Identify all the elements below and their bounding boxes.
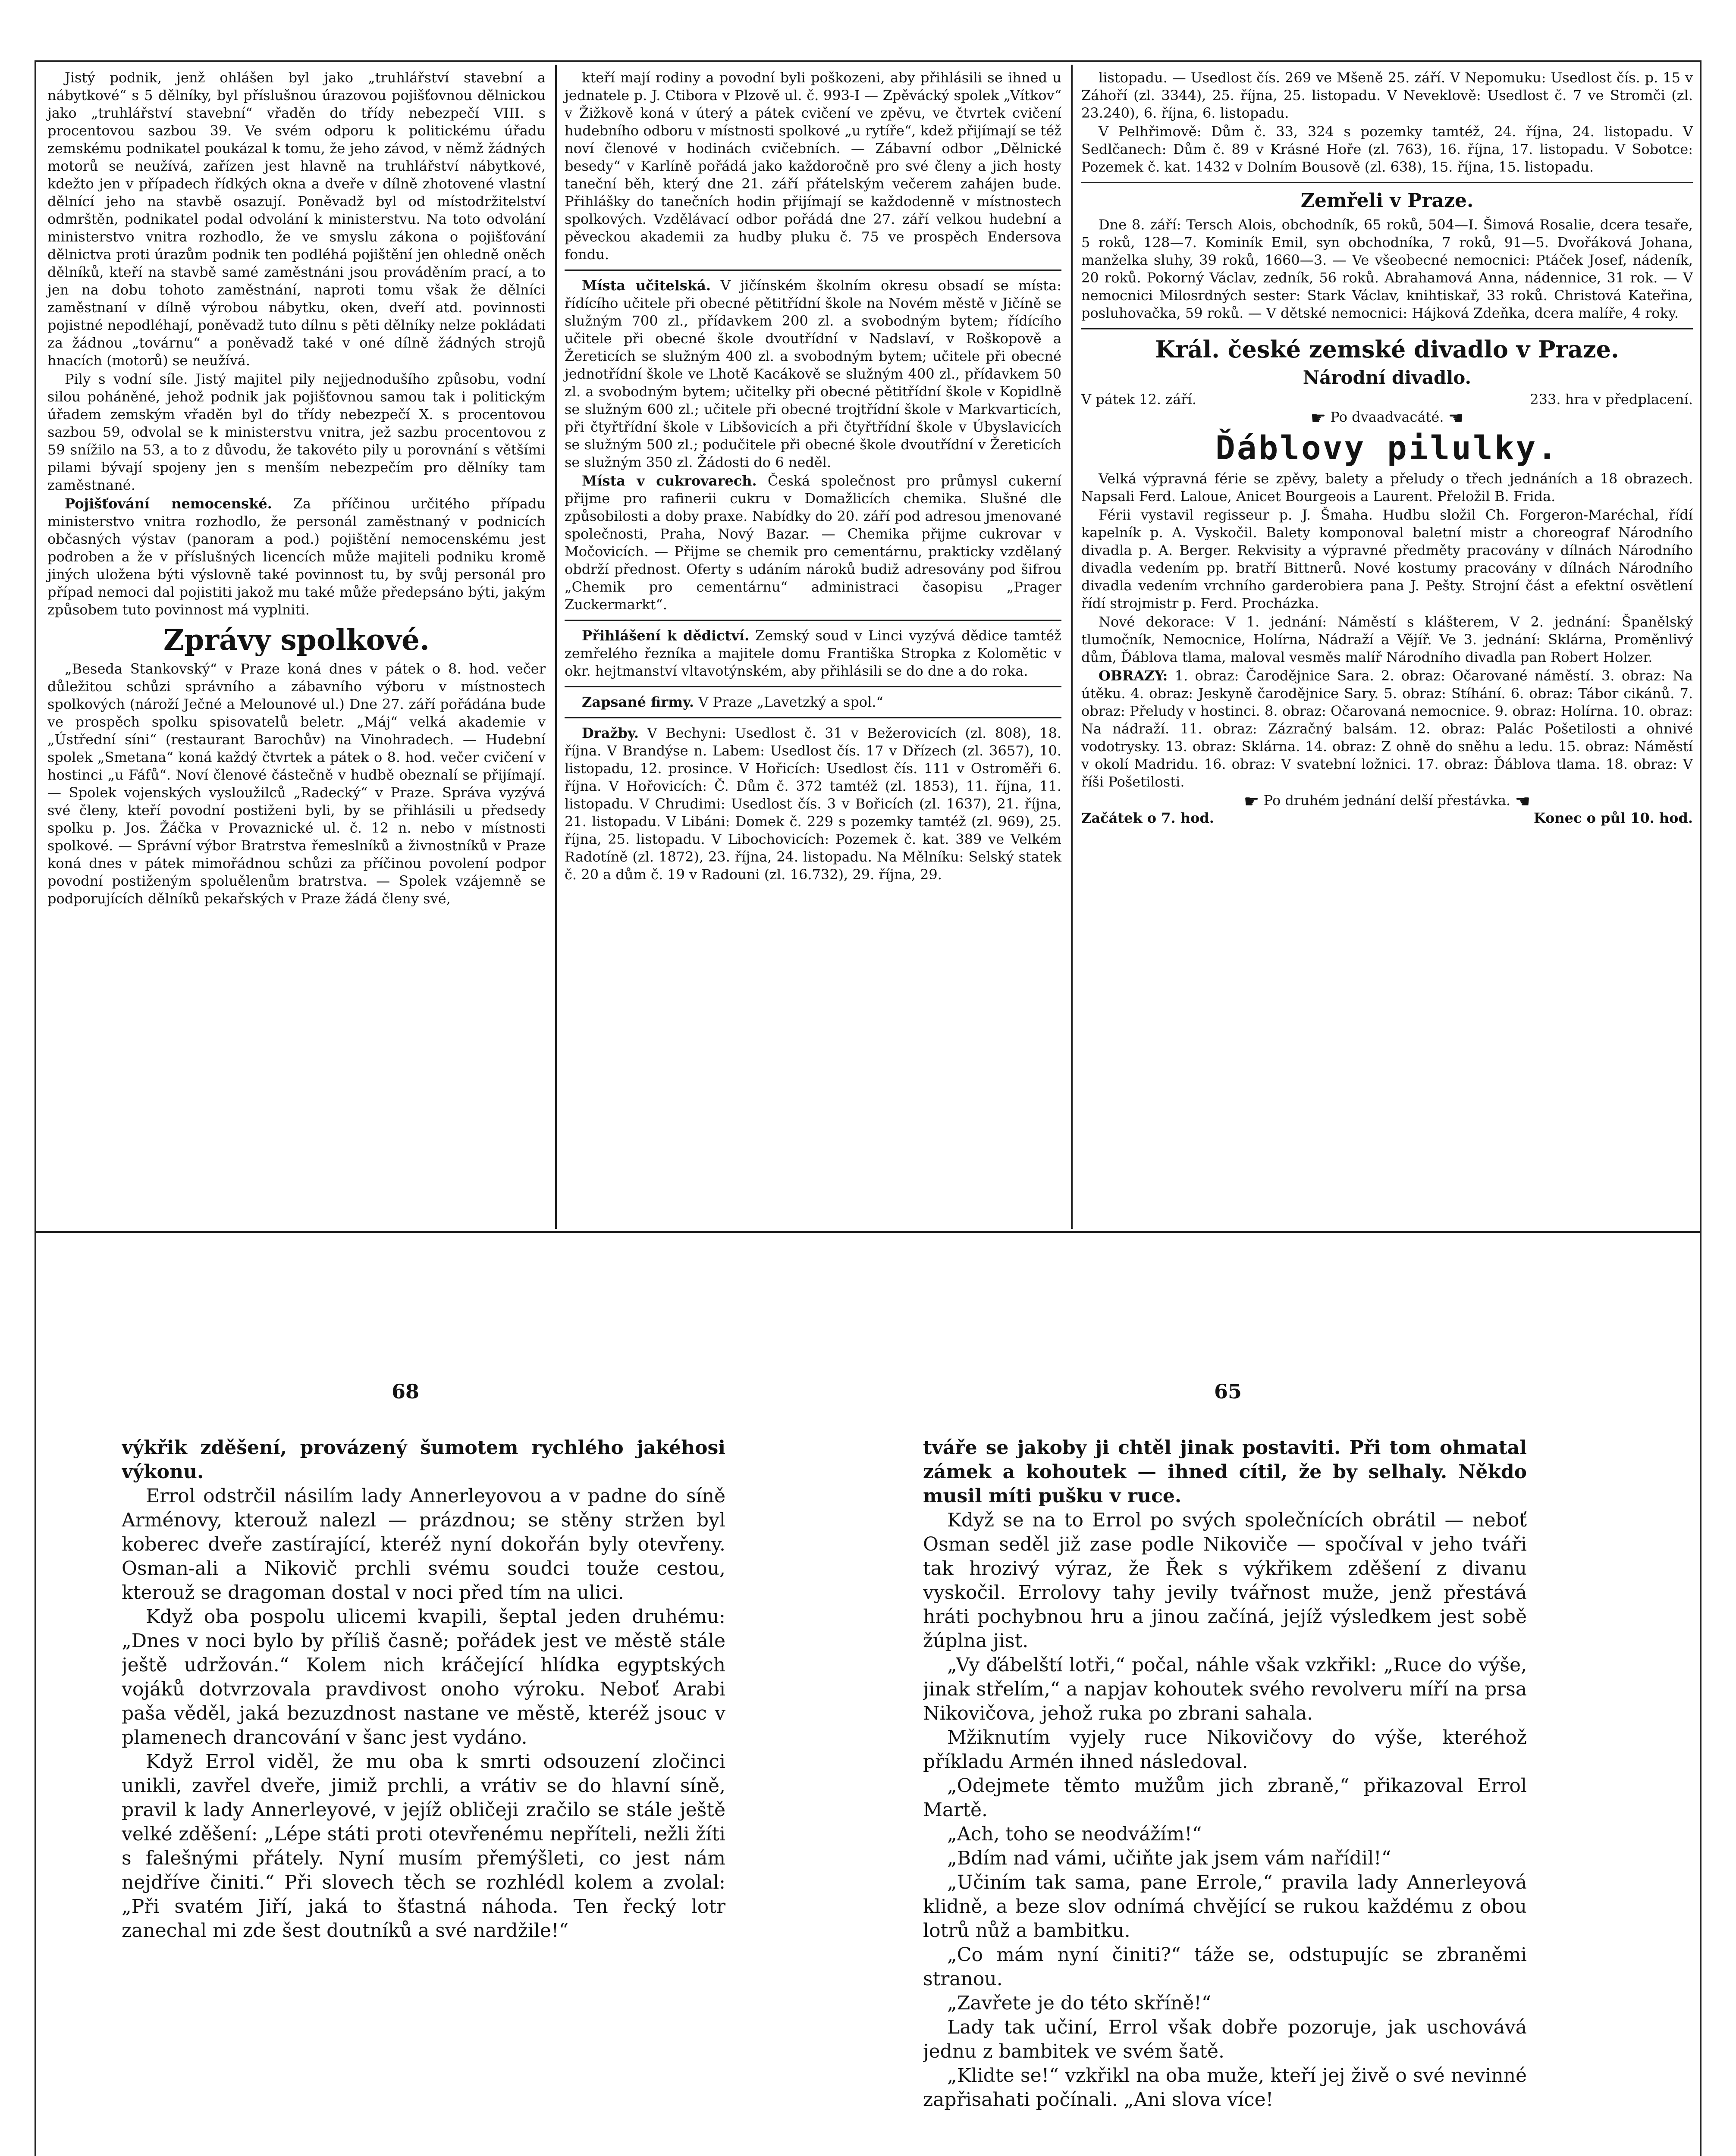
pointing-hand-icon: ☛ bbox=[1310, 408, 1326, 428]
play-title: Ďáblovy pilulky. bbox=[1215, 429, 1559, 467]
article-paragraph bbox=[565, 724, 1061, 884]
book-paragraph: „Klidte se!“ vzkřikl na oba muže, kteří jej živě o své nevinné zapřisahati počínali. „Ani slova více! bbox=[923, 2065, 1527, 2111]
deaths-title: Zemřeli v Praze. bbox=[1300, 190, 1474, 212]
performance-count-text: Po dvaadvacáté. bbox=[1330, 409, 1444, 425]
page-number-right: 65 bbox=[1214, 1380, 1242, 1403]
book-paragraph: Lady tak učiní, Errol však dobře pozoruje, jak uschovává jednu z bambitek ve svém šatě. bbox=[923, 2016, 1527, 2062]
article-paragraph bbox=[565, 693, 1061, 711]
article-paragraph: Férii vystavil regisseur p. J. Šmaha. Hudbu složil Ch. Forgeron-Maréchal, řídí kapelník p. A. Vyskočil. Balety komponoval baletní mistr a choreograf Národního divadla p. A. Berger. Rekvisity a výpravné předměty pracovány v dílnách Národního divadla vedením pp. bratří Bittnerů. Nové kostumy pracovány v dílnách Národního divadla vedením vrchního garderobiera pana J. Pešty. Strojní část a efektní osvětlení řídí strojmistr p. Ferd. Procházka. bbox=[1081, 507, 1693, 611]
intermission-note bbox=[1081, 791, 1693, 812]
article-text: V Bechyni: Usedlost č. 31 v Bežerovicích (zl. 808), 18. října. V Brandýse n. Labem: Usedlost čís. 17 v Dřízech (zl. 3657), 10. listopadu, 12. prosince. V Hořicích: Usedlost čís. 111 v Ostroměři 6. října. V Hořovicích: Č. Dům č. 372 tamtéž (zl. 1853), 11. října, 11. listopadu. V Chrudimi: Usedlost čís. 3 v Bořicích (zl. 1637), 21. října, 21. listopadu. V Libáni: Domek č. 229 s pozemky tamtéž (zl. 969), 25. října, 25. listopadu. V Libochovicích: Pozemek č. kat. 389 ve Velkém Radotíně (zl. 1872), 23. října, 24. listopadu. Na Mělníku: Selský statek č. 20 a dům č. 19 v Radouni (zl. 16.732), 29. října, 29. bbox=[565, 725, 1062, 883]
newspaper-column-1 bbox=[41, 69, 552, 1229]
page-number-left: 68 bbox=[392, 1380, 420, 1403]
article-text: Za příčinou určitého případu ministerstvo vnitra rozhodlo, že personál zaměstnaný v podnicích občasných výstav (panoram a pod.) pojištění nemocenskému jest podroben a že v příslušných licencích může majiteli podniku kromě jiných uložena býti výslovně také povinnost tu, by svůj personál pro případ nemoci dal pojistiti jakož mu také může předepsáno býti, jakým způsobem tuto povinnost má vyplniti. bbox=[47, 495, 546, 618]
newspaper-column-3 bbox=[1074, 69, 1700, 1229]
divider bbox=[1081, 328, 1693, 329]
article-paragraph: kteří mají rodiny a povodní byli poškozeni, aby přihlásili se ihned u jednatele p. J. Ctibora v Plzově ul. č. 993-I — Zpěvácký spolek „Vítkov“ v Žižkově koná v úterý a pátek cvičení ve zpěvu, ve čtvrtek cvičení hudebního odboru v místnosti spolkové „u rytíře“, kdež přijímají se též noví členové v hodinách cvičebních. — Zábavní odbor „Dělnické besedy“ v Karlíně pořádá jako každoročně pro své členy a jich hosty taneční běh, který dne 21. září přátelským večerem zahájen bude. Přihlášky do tanečních hodin přijímají se každodenně v místnostech spolkových. Vzdělávací odbor pořádá dne 27. září velkou hudební a pěveckou akademii za hudby pluku č. 75 ve prospěch Endersova fondu. bbox=[565, 69, 1061, 263]
article-text: V Praze „Lavetzký a spol.“ bbox=[698, 694, 883, 710]
article-paragraph: Velká výpravná férie se zpěvy, balety a přeludy o třech jednáních a 18 obrazech. Napsali Ferd. Laloue, Anicet Bourgeois a Laurent. Přeložil B. Frida. bbox=[1081, 470, 1693, 505]
article-lead: Místa učitelská. bbox=[582, 277, 711, 294]
book-paragraph: Mžiknutím vyjely ruce Nikovičovy do výše, kteréhož příkladu Armén ihned následoval. bbox=[923, 1727, 1527, 1773]
book-paragraph: Errol odstrčil násilím lady Annerleyovou a v padne do síně Arménovy, kterouž nalezl — prázdnou; se stěny stržen byl koberec dveře zastírající, kteréž nyní dokořán byly otevřeny. Osman-ali a Nikovič prchli svému soudci touže cestou, kterouž se dragoman dostal v noci před tím na ulici. bbox=[122, 1485, 725, 1604]
article-paragraph: listopadu. — Usedlost čís. 269 ve Mšeně 25. září. V Nepomuku: Usedlost čís. p. 15 v Záhoří (zl. 3344), 25. října, 25. listopadu. V Neveklově: Usedlost č. 7 ve Stromči (zl. 23.240), 6. října, 6. listopadu. bbox=[1081, 69, 1693, 121]
article-lead: OBRAZY: bbox=[1099, 667, 1168, 684]
performance-date: V pátek 12. září. bbox=[1081, 391, 1196, 407]
section-title: Zprávy spolkové. bbox=[163, 623, 430, 657]
pointing-hand-icon: ☚ bbox=[1515, 791, 1531, 812]
article-paragraph bbox=[565, 472, 1061, 614]
article-text: 1. obraz: Čarodějnice Sara. 2. obraz: Očarované náměstí. 3. obraz: Na útěku. 4. obraz: Jeskyně čarodějnice Sary. 5. obraz: Stíhání. 6. obraz: Tábor cikánů. 7. obraz: Přeludy v hostinci. 8. obraz: Očarovaná nemocnice. 9. obraz: Holírna. 10. obraz: Na nádraží. 11. obraz: Zázračný balsám. 12. obraz: Palác Pošetilosti a ohnivé vodotrysky. 13. obraz: Sklárna. 14. obraz: Z ohně do sněhu a ledu. 15. obraz: Náměstí v okolí Madridu. 16. obraz: V svatební ložnici. 17. obraz: Ďáblova tlama. 18. obraz: V říši Pošetilosti. bbox=[1081, 667, 1693, 790]
book-page-right bbox=[923, 1436, 1527, 2156]
book-paragraph: „Bdím nad vámi, učiňte jak jsem vám nařídil!“ bbox=[947, 1847, 1391, 1869]
pointing-hand-icon: ☛ bbox=[1243, 791, 1259, 812]
divider bbox=[565, 270, 1061, 271]
book-paragraph: Když se na to Errol po svých společnících obrátil — neboť Osman seděl již zase podle Nikoviče — spočíval v jeho tváři tak hrozivý výraz, že Řek s výkřikem zděšení z divanu vyskočil. Errolovy tahy jevily tvářnost muže, jenž přestává hráti pochybnou hru a jinou začíná, jejíž výsledkem jest sobě žúplna jist. bbox=[923, 1509, 1527, 1652]
book-paragraph: Když Errol viděl, že mu oba k smrti odsouzení zločinci unikli, zavřel dveře, jimiž prchli, a vrátiv se do hlavní síně, pravil k lady Annerleyové, v jejíž obličeji zračilo se stále ještě velké zděšení: „Lépe státi proti otevřenému nepříteli, nežli žíti s falešnými přátely. Nyní musím přemýšleti, co jest nám nejdříve činiti.“ Při slovech těch se rozhlédl kolem a zvolal: „Při svatém Jiří, jaká to šťastná náhoda. Ten řecký lotr zanechal mi zde šest doutníků a své nardžile!“ bbox=[122, 1751, 725, 1942]
divider bbox=[565, 686, 1061, 687]
article-paragraph: Dne 8. září: Tersch Alois, obchodník, 65 roků, 504—I. Šimová Rosalie, dcera tesaře, 5 roků, 128—7. Kominík Emil, syn obchodníka, 7 roků, 91—5. Dvořáková Johana, manželka sluhy, 39 roků, 1660—3. — Ve všeobecné nemocnici: Ptáček Josef, nádeník, 20 roků. Pokorný Václav, zedník, 56 roků. Abrahamová Anna, nádennice, 31 rok. — V nemocnici Milosrdných sester: Stark Václav, knihtiskař, 33 roků. Christová Kateřina, posluhovačka, 59 roků. — V dětské nemocnici: Hájková Zdeňka, dcera malíře, 4 roky. bbox=[1081, 216, 1693, 321]
divider bbox=[565, 620, 1061, 621]
book-paragraph: „Učiním tak sama, pane Errole,“ pravila lady Annerleyová klidně, a beze slov odnímá chvějící se rukou každému z obou lotrů nůž a bambitku. bbox=[923, 1871, 1527, 1942]
book-page-left bbox=[122, 1436, 725, 2156]
page-divider bbox=[35, 1231, 1701, 1233]
theatre-subtitle: Národní divadlo. bbox=[1303, 367, 1472, 388]
divider bbox=[1081, 182, 1693, 183]
column-divider bbox=[555, 65, 557, 1229]
newspaper-column-2 bbox=[559, 69, 1067, 1229]
article-lead: Dražby. bbox=[582, 725, 639, 741]
end-time: Konec o půl 10. hod. bbox=[1533, 810, 1693, 826]
article-paragraph: „Beseda Stankovský“ v Praze koná dnes v pátek o 8. hod. večer důležitou schůzi správního a zábavního výboru v místnostech spolkových (nároží Ječné a Melounové ul.) Dne 27. září pořádána bude ve prospěch spolku spisovatelů beletr. „Máj“ velká akademie v „Ústřední síni“ (restaurant Barochův) na Vinohradech. — Hudební spolek „Smetana“ koná každý čtvrtek a pátek o 8. hod. večer cvičení v hostinci „u Fáfů“. Noví členové částečně v hudbě obeznalí se přijímají. — Spolek vojenských vysloužilců „Radecký“ v Praze. Správa vyzývá své členy, kteří povodní postiženi byli, by se přihlásili u předsedy spolku p. Jos. Žáčka v Provaznické ul. č. 12 n. nebo v místnosti spolkové. — Správní výbor Bratrstva řemeslníků a živnostníků v Praze koná dnes v pátek mimořádnou schůzi za příčinou povolení podpor povodní postiženým spoluělenům bratrstva. — Spolek vzájemně se podporujících dělníků pekařských v Praze žádá členy své, bbox=[47, 661, 546, 907]
article-paragraph: Jistý podnik, jenž ohlášen byl jako „truhlářství stavební a nábytkové“ s 5 dělníky, byl příslušnou úrazovou pojišťovnou dělnickou jako „truhlářství stavební“ vřaděn do třídy nebezpečí VIII. s procentovou sazbou 39. Ve svém odporu k politickému úřadu zemskému podnikatel poukázal k tomu, že jeho závod, v němž žádných motorů se neužívá, zařízen jest hlavně na truhlářství nábytkové, kdežto jen v případech řídkých okna a dveře v dílně zhotovené vlastní dělnící jeho na stavbě osazují. Poněvadž byl od místodržitelství odmrštěn, podnikatel podal odvolání k ministerstvu. Na toto odvolání ministerstvo vnitra rozhodlo, že ve smyslu zákona o pojišťování dělnictva proti úrazům podnik ten podléhá pojištění jen ohledně oněch dělníků, kteří na stavbě samé zaměstnáni jsou prováděním prací, a to jen na dobu tohoto zaměstnání, naproti tomu však že dělníci zaměstnaní v dílně výrobou nábytku, oken, dveří atd. povinnosti pojistné nepodléhají, poněvadž tuto dílnu s pěti dělníky nelze pokládati za žádnou „továrnu“ a poněvadž také v oné dílně žádných strojů hnacích (motorů) se neužívá. bbox=[47, 69, 546, 369]
article-paragraph bbox=[565, 277, 1061, 471]
article-text: Zemský soud v Linci vyzývá dědice tamtéž zemřelého řezníka a majitele domu Františka Stropka z Kolomětic v okr. hejtmanství vltavotýnském, aby přihlásili se do dne a do roka. bbox=[565, 627, 1061, 679]
article-paragraph bbox=[1081, 667, 1693, 791]
book-paragraph: „Ach, toho se neodvážím!“ bbox=[947, 1823, 1202, 1845]
book-paragraph: Když oba pospolu ulicemi kvapili, šeptal jeden druhému: „Dnes v noci bylo by příliš časně; pořádek jest ve městě stále ještě udržován.“ Kolem nich kráčející hlídka egyptských vojáků dotvrzovala pravdivost onoho výroku. Neboť Arabi paša věděl, jaká bezuzdnost nastane ve městě, kteréž jsouc v plamenech drancování v šanc jest vydáno. bbox=[122, 1606, 725, 1749]
article-paragraph bbox=[565, 627, 1061, 680]
divider bbox=[565, 717, 1061, 718]
article-paragraph: Pily s vodní síle. Jistý majitel pily nejjednodušího způsobu, vodní silou poháněné, jehož podnik jak pojišťovnou samou tak i politickým úřadem zemským vřaděn byl do třídy nebezpečí X. s procentovou sazbou 59, odvolal se k ministerstvu vnitra, jež sazbu procentovou z 59 snížilo na 53, a to z důvodu, že takovéto pily u porovnání s většími pilami bývají spojeny jen s menším nebezpečím pro dělníky tam zaměstnané. bbox=[47, 371, 546, 493]
start-time: Začátek o 7. hod. bbox=[1081, 810, 1214, 826]
article-lead: Pojišťování nemocenské. bbox=[65, 495, 272, 512]
article-text: V jičínském školním okresu obsadí se místa: řídícího učitele při obecné pětitřídní škole na Novém městě v Jičíně se služným 700 zl., přídavkem 200 zl. a svobodným bytem; řídícího učitele při obecné škole dvoutřídní v Nadslaví, v Roškopově a Žereticích se služným 400 zl. a svobodným bytem; učitele při obecné jednotřídní škole ve Lhotě Kacákově se služným 400 zl., přídavkem 50 zl. a svobodným bytem; učitelky při obecné pětitřídní škole v Kopidlně se služným 600 zl.; učitele při obecné trojtřídní škole v Markvarticích, při čtyřtřídní škole v Libšovicích a při čtyřtřídní škole v Úbyslavicích se služným 500 zl.; podučitele při obecné škole dvoutřídní v Žereticích se služným 350 zl. Žádosti do 6 neděl. bbox=[565, 277, 1062, 470]
performance-info bbox=[1081, 391, 1693, 408]
book-paragraph: výkřik zděšení, provázený šumotem rychlého jakéhosi výkonu. bbox=[122, 1437, 725, 1483]
theatre-title: Král. české zemské divadlo v Praze. bbox=[1155, 335, 1619, 363]
book-paragraph: „Co mám nyní činiti?“ táže se, odstupujíc se zbraněmi stranou. bbox=[923, 1944, 1527, 1990]
book-paragraph: „Odejmete těmto mužům jich zbraně,“ přikazoval Errol Martě. bbox=[923, 1775, 1527, 1821]
book-paragraph: „Zavřete je do této skříně!“ bbox=[947, 1992, 1212, 2014]
subscription-number: 233. hra v předplacení. bbox=[1530, 391, 1693, 407]
show-times bbox=[1081, 809, 1693, 827]
book-paragraph: „Vy ďábelští lotři,“ počal, náhle však vzkřikl: „Ruce do výše, jinak střelím,“ a napjav kohoutek svého revolveru míří na prsa Nikovičova, jehož ruka po zbrani sahala. bbox=[923, 1654, 1527, 1724]
intermission-text: Po druhém jednání delší přestávka. bbox=[1263, 792, 1511, 808]
article-text: Česká společnost pro průmysl cukerní přijme pro rafinerii cukru v Domažlicích chemika. Slušné dle způsobilosti a doby praxe. Nabídky do 20. září pod adresou jmenované společnosti, Praha, Nový Bazar. — Chemika přijme cukrovar v Močovicích. — Přijme se chemik pro cementárnu, prakticky vzdělaný obdrží přednost. Oferty s udáním nároků budiž adresovány pod šifrou „Chemik pro cementárnu“ administraci časopisu „Prager Zuckermarkt“. bbox=[565, 473, 1062, 613]
article-lead: Přihlášení k dědictví. bbox=[582, 627, 750, 644]
article-paragraph bbox=[47, 495, 546, 619]
article-paragraph: Nové dekorace: V 1. jednání: Náměstí s klášterem, V 2. jednání: Španělský tlumočník, Nemocnice, Holírna, Nádraží a Vějíř. Ve 3. jednání: Sklárna, Proměnlivý dům, Ďáblova tlama, maloval vesměs malíř Národního divadla pan Robert Holzer. bbox=[1081, 614, 1693, 665]
article-lead: Zapsané firmy. bbox=[582, 694, 694, 710]
article-paragraph: V Pelhřimově: Dům č. 33, 324 s pozemky tamtéž, 24. října, 24. listopadu. V Sedlčanech: Dům č. 89 v Krásné Hoře (zl. 763), 16. října, 17. listopadu. V Sobotce: Pozemek č. kat. 1432 v Dolním Bousově (zl. 638), 15. října, 15. listopadu. bbox=[1081, 123, 1693, 175]
article-lead: Místa v cukrovarech. bbox=[582, 473, 757, 489]
pointing-hand-icon: ☚ bbox=[1448, 408, 1464, 428]
performance-count bbox=[1081, 408, 1693, 426]
column-divider bbox=[1071, 65, 1073, 1229]
book-paragraph: tváře se jakoby ji chtěl jinak postaviti. Při tom ohmatal zámek a kohoutek — ihned cítil, že by selhaly. Někdo musil míti pušku v ruce. bbox=[923, 1437, 1527, 1507]
